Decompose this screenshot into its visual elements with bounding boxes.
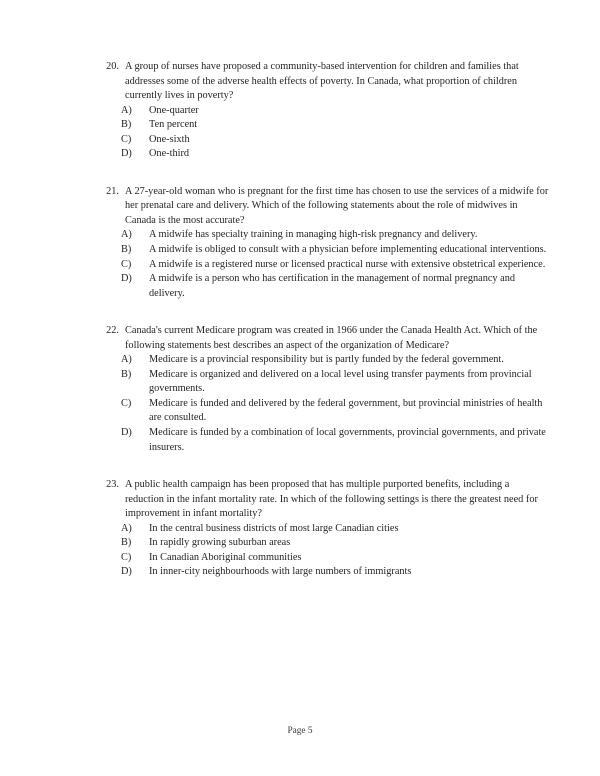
option-text: A midwife is a person who has certification in the management of normal pregnancy and delivery. <box>149 273 515 299</box>
answer-option[interactable] <box>121 368 550 397</box>
option-letter: C) <box>121 551 132 563</box>
option-text: Ten percent <box>149 119 198 131</box>
option-text: In inner-city neighbourhoods with large numbers of immigrants <box>149 566 412 578</box>
page-footer <box>0 726 600 736</box>
question-stem-row <box>98 324 550 353</box>
answer-option[interactable] <box>121 522 550 537</box>
answer-option[interactable] <box>121 551 550 566</box>
answer-option[interactable] <box>121 258 550 273</box>
option-text: A midwife is obliged to consult with a physician before implementing educational interventions. <box>149 244 547 256</box>
option-text: In the central business districts of most large Canadian cities <box>149 522 399 534</box>
question-stem-row <box>98 60 550 104</box>
question-number: 20. <box>106 61 119 72</box>
option-letter: C) <box>121 397 132 409</box>
option-letter: A) <box>121 354 132 366</box>
answer-option[interactable] <box>121 243 550 258</box>
question-stem-row <box>98 478 550 522</box>
option-letter: D) <box>121 566 132 578</box>
option-text: Medicare is a provincial responsibility but is partly funded by the federal government. <box>149 354 504 366</box>
question-stem-row <box>98 185 550 229</box>
question-block <box>98 324 550 455</box>
option-text: A midwife has specialty training in managing high-risk pregnancy and delivery. <box>149 229 478 241</box>
question-number: 21. <box>106 185 119 197</box>
option-letter: C) <box>121 133 132 145</box>
option-text: Medicare is funded and delivered by the federal government, but provincial ministries of health are consulted. <box>149 397 543 424</box>
option-letter: B) <box>121 537 132 549</box>
answer-options <box>98 228 550 301</box>
answer-option[interactable] <box>121 118 550 133</box>
option-text: Medicare is funded by a combination of local governments, provincial governments, and private insurers. <box>149 427 546 453</box>
question-stem: A 27-year-old woman who is pregnant for the first time has chosen to use the services of a midwife for her prenatal care and delivery. Which of the following statements about the role of midwives in Canada is the most accurate? <box>125 185 549 226</box>
answer-option[interactable] <box>121 426 550 455</box>
option-text: Medicare is organized and delivered on a local level using transfer payments from provincial governments. <box>149 368 532 395</box>
question-number: 23. <box>106 479 119 491</box>
option-text: In Canadian Aboriginal communities <box>149 551 302 563</box>
question-stem: A group of nurses have proposed a community-based intervention for children and families that addresses some of the adverse health effects of poverty. In Canada, what proportion of children currently lives in poverty? <box>125 61 519 102</box>
question-stem: Canada's current Medicare program was created in 1966 under the Canada Health Act. Which of the following statements best describes an aspect of the organization of Medicare? <box>125 325 538 351</box>
answer-option[interactable] <box>121 536 550 551</box>
answer-option[interactable] <box>121 147 550 162</box>
option-letter: B) <box>121 368 132 380</box>
question-block <box>98 60 550 162</box>
answer-option[interactable] <box>121 104 550 119</box>
question-block <box>98 478 550 580</box>
answer-option[interactable] <box>121 272 550 301</box>
option-letter: A) <box>121 522 132 534</box>
answer-option[interactable] <box>121 228 550 243</box>
question-block <box>98 185 550 301</box>
option-letter: C) <box>121 258 132 270</box>
answer-options <box>98 104 550 162</box>
option-text: One-third <box>149 148 190 160</box>
option-text: A midwife is a registered nurse or licensed practical nurse with extensive obstetrical experience. <box>149 258 546 270</box>
answer-option[interactable] <box>121 353 550 368</box>
page-number-label: Page 5 <box>287 726 313 736</box>
option-letter: B) <box>121 119 132 131</box>
option-letter: A) <box>121 104 132 116</box>
option-text: One-sixth <box>149 133 190 145</box>
option-text: In rapidly growing suburban areas <box>149 537 291 549</box>
option-letter: A) <box>121 229 132 241</box>
option-letter: B) <box>121 244 132 256</box>
option-letter: D) <box>121 273 132 285</box>
answer-options <box>98 353 550 455</box>
option-text: One-quarter <box>149 104 199 116</box>
answer-option[interactable] <box>121 397 550 426</box>
option-letter: D) <box>121 427 132 439</box>
question-stem: A public health campaign has been proposed that has multiple purported benefits, including a reduction in the infant mortality rate. In which of the following settings is there the greatest need for improvement in infant mortality? <box>125 479 538 520</box>
question-list <box>98 60 550 603</box>
answer-option[interactable] <box>121 133 550 148</box>
answer-options <box>98 522 550 580</box>
answer-option[interactable] <box>121 565 550 580</box>
option-letter: D) <box>121 148 132 160</box>
question-number: 22. <box>106 325 119 337</box>
